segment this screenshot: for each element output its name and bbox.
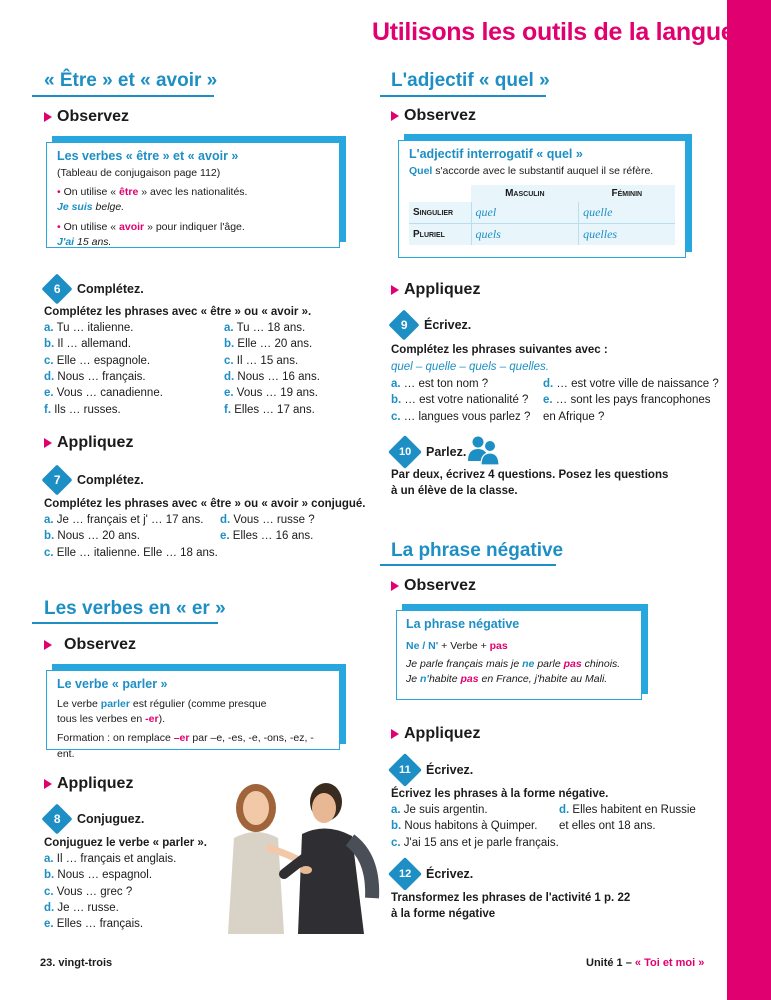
observez-heading: Observez: [44, 108, 129, 126]
box-title: La phrase négative: [406, 617, 520, 631]
box-title: L'adjectif interrogatif « quel »: [409, 147, 583, 161]
list-item: a. … est ton nom ?: [391, 378, 489, 390]
list-item: d. Nous … 16 ans.: [224, 370, 320, 383]
observez-heading: Observez: [44, 636, 136, 654]
side-band: [727, 0, 771, 1000]
section-rule: [380, 564, 556, 566]
exercise-8-header: 8 Conjuguez.: [44, 808, 144, 830]
list-item: a. Tu … 18 ans.: [224, 322, 306, 334]
list-item: a. Tu … italienne.: [44, 322, 134, 334]
number-badge-icon: 8: [41, 803, 72, 834]
exercise-instruction: Par deux, écrivez 4 questions. Posez les questions: [391, 469, 669, 481]
list-item: b. Nous habitons à Quimper.: [391, 820, 538, 833]
list-item: c. J'ai 15 ans et je parle français.: [391, 836, 559, 849]
table-cell: quel: [471, 202, 579, 224]
column-header: Masculin: [471, 185, 579, 202]
example-line: Je parle français mais je ne parle pas chinois.: [406, 658, 621, 671]
list-item: a. Il … français et anglais.: [44, 853, 177, 865]
triangle-bullet-icon: [44, 640, 52, 650]
list-item: e. … sont les pays francophones: [543, 394, 711, 407]
page-title: Utilisons les outils de la langue: [372, 18, 735, 46]
quel-table: [409, 185, 675, 245]
rule-line: Quel s'accorde avec le substantif auquel il se réfère.: [409, 165, 654, 177]
grammar-box-etre-avoir: [46, 142, 340, 248]
triangle-bullet-icon: [44, 438, 52, 448]
list-item: c. Vous … grec ?: [44, 885, 133, 898]
table-cell: quels: [471, 224, 579, 246]
grammar-box-negative: [396, 610, 642, 700]
observez-heading: Observez: [391, 577, 476, 595]
list-item: b. Nous … 20 ans.: [44, 530, 140, 543]
row-header: Singulier: [409, 202, 471, 224]
grammar-box-quel: [398, 140, 686, 258]
table-cell: quelle: [579, 202, 675, 224]
list-item: f. Elles … 17 ans.: [224, 403, 315, 416]
exercise-12-header: 12 Écrivez.: [391, 862, 473, 886]
exercise-instruction: à un élève de la classe.: [391, 485, 518, 497]
students-photo: [214, 778, 384, 934]
list-item: f. Ils … russes.: [44, 403, 121, 416]
exercise-11-header: 11 Écrivez.: [391, 758, 473, 782]
number-badge-icon: 9: [388, 309, 419, 340]
box-ref: (Tableau de conjugaison page 112): [57, 167, 221, 179]
exercise-instruction: Complétez les phrases suivantes avec :: [391, 344, 608, 356]
options-line: quel – quelle – quels – quelles.: [391, 361, 549, 373]
list-item: a. Je suis argentin.: [391, 804, 488, 816]
row-header: Pluriel: [409, 224, 471, 246]
exercise-instruction: Complétez les phrases avec « être » ou « avoir ».: [44, 306, 312, 318]
exercise-instruction: Transformez les phrases de l'activité 1 p. 22: [391, 892, 631, 904]
column-header: Féminin: [579, 185, 675, 202]
appliquez-heading: Appliquez: [44, 434, 133, 452]
example-line: J'ai 15 ans.: [57, 235, 112, 248]
triangle-bullet-icon: [391, 581, 399, 591]
section-title-verbes-er: Les verbes en « er »: [44, 598, 226, 619]
exercise-instruction: à la forme négative: [391, 908, 496, 920]
section-rule: [32, 622, 218, 624]
list-item: e. Vous … canadienne.: [44, 387, 163, 400]
people-icon: [468, 435, 500, 465]
triangle-bullet-icon: [44, 112, 52, 122]
list-item: e. Elles … français.: [44, 918, 144, 931]
example-line: Je suis belge.: [57, 201, 125, 214]
box-title: Le verbe « parler »: [57, 677, 168, 691]
rule-line: • On utilise « être » avec les nationalités.: [57, 186, 248, 199]
grammar-box-parler: [46, 670, 340, 760]
section-title-quel: L'adjectif « quel »: [391, 70, 550, 91]
exercise-10-header: 10 Parlez.: [391, 440, 466, 464]
list-item: c. Il … 15 ans.: [224, 354, 299, 367]
exercise-instruction: Complétez les phrases avec « être » ou « avoir » conjugué.: [44, 498, 366, 510]
appliquez-heading: Appliquez: [391, 281, 480, 299]
list-item: b. Nous … espagnol.: [44, 869, 153, 882]
list-item: d. Je … russe.: [44, 901, 119, 914]
table-cell: quelles: [579, 224, 675, 246]
exercise-6-header: 6 Complétez.: [44, 278, 144, 300]
example-line: Je n'habite pas en France, j'habite au Mali.: [406, 673, 608, 686]
list-item: en Afrique ?: [543, 410, 605, 423]
list-item: c. Elle … espagnole.: [44, 354, 151, 367]
list-item: b. … est votre nationalité ?: [391, 394, 529, 407]
list-item: d. Elles habitent en Russie: [559, 804, 696, 816]
list-item: d. … est votre ville de naissance ?: [543, 378, 719, 390]
appliquez-heading: Appliquez: [44, 775, 133, 793]
list-item: a. Je … français et j' … 17 ans.: [44, 514, 204, 526]
exercise-instruction: Conjuguez le verbe « parler ».: [44, 837, 207, 849]
rule-line: Formation : on remplace –er par –e, -es, -e, -ons, -ez, -ent.: [57, 732, 314, 760]
rule-line: • On utilise « avoir » pour indiquer l'âge.: [57, 220, 245, 233]
triangle-bullet-icon: [44, 779, 52, 789]
list-item: b. Elle … 20 ans.: [224, 338, 313, 351]
list-item: c. Elle … italienne. Elle … 18 ans.: [44, 546, 218, 559]
number-badge-icon: 10: [388, 435, 422, 469]
unit-label: Unité 1 – « Toi et moi »: [586, 957, 705, 969]
list-item: c. … langues vous parlez ?: [391, 410, 531, 423]
list-item: b. Il … allemand.: [44, 338, 131, 351]
list-item: d. Nous … français.: [44, 370, 146, 383]
triangle-bullet-icon: [391, 285, 399, 295]
section-title-etre-avoir: « Être » et « avoir »: [44, 70, 218, 91]
list-item: e. Vous … 19 ans.: [224, 387, 318, 400]
number-badge-icon: 7: [41, 464, 72, 495]
triangle-bullet-icon: [391, 729, 399, 739]
exercise-9-header: 9 Écrivez.: [391, 314, 471, 336]
rule-line: tous les verbes en -er).: [57, 713, 165, 726]
section-title-negative: La phrase négative: [391, 540, 564, 561]
section-rule: [32, 95, 214, 97]
number-badge-icon: 12: [388, 857, 422, 891]
section-rule: [380, 95, 546, 97]
observez-heading: Observez: [391, 107, 476, 125]
rule-line: Le verbe parler est régulier (comme presque: [57, 698, 267, 710]
appliquez-heading: Appliquez: [391, 725, 480, 743]
list-item: et elles ont 18 ans.: [559, 820, 656, 833]
number-badge-icon: 6: [41, 273, 72, 304]
page-number: 23. vingt-trois: [40, 957, 113, 969]
exercise-7-header: 7 Complétez.: [44, 469, 144, 491]
list-item: d. Vous … russe ?: [220, 514, 315, 526]
exercise-instruction: Écrivez les phrases à la forme négative.: [391, 788, 609, 800]
number-badge-icon: 11: [388, 753, 422, 787]
rule-line: Ne / N' + Verbe + pas: [406, 640, 508, 652]
triangle-bullet-icon: [391, 111, 399, 121]
list-item: e. Elles … 16 ans.: [220, 530, 314, 543]
box-title: Les verbes « être » et « avoir »: [57, 149, 239, 163]
